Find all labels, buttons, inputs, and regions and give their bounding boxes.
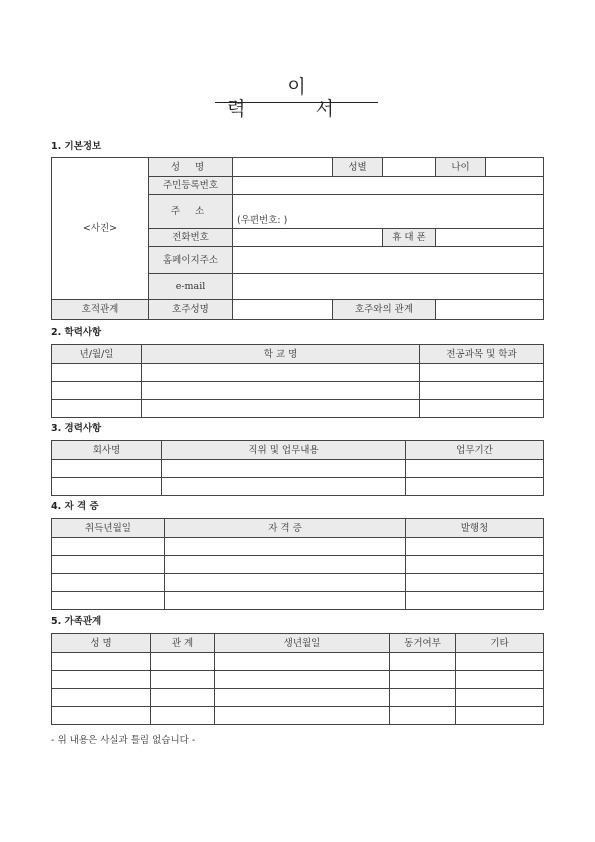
title-underline	[215, 102, 378, 103]
gender-field[interactable]	[383, 158, 436, 177]
table-row	[52, 592, 544, 610]
family-cell[interactable]	[151, 653, 215, 671]
career-cell[interactable]	[406, 460, 544, 478]
family-cell[interactable]	[52, 689, 151, 707]
head-name-label: 호주성명	[149, 300, 233, 320]
education-cell[interactable]	[52, 400, 142, 418]
license-cell[interactable]	[406, 574, 544, 592]
homepage-label: 홈페이지주소	[149, 247, 233, 274]
address-label: 주 소	[149, 195, 233, 229]
license-cell[interactable]	[406, 592, 544, 610]
name-field[interactable]	[233, 158, 333, 177]
family-cell[interactable]	[456, 707, 544, 725]
table-row	[52, 364, 544, 382]
license-table	[51, 518, 544, 610]
family-cell[interactable]	[456, 671, 544, 689]
license-cell[interactable]	[165, 574, 406, 592]
confirmation-statement: - 위 내용은 사실과 틀림 없습니다 -	[51, 735, 196, 746]
career-table	[51, 440, 544, 496]
family-cell[interactable]	[215, 707, 390, 725]
rrn-field[interactable]	[233, 177, 544, 195]
postal-code-label: (우편번호: )	[237, 215, 288, 226]
family-cell[interactable]	[390, 707, 456, 725]
basic-info-table	[51, 157, 544, 320]
photo-placeholder: <사진>	[82, 223, 118, 234]
career-cell[interactable]	[52, 478, 162, 496]
table-row	[52, 707, 544, 725]
education-cell[interactable]	[142, 382, 420, 400]
photo-box[interactable]	[52, 158, 149, 300]
table-row	[52, 538, 544, 556]
education-cell[interactable]	[420, 382, 544, 400]
section-heading-family: 5. 가족관계	[51, 616, 102, 627]
family-cell[interactable]	[52, 671, 151, 689]
family-cell[interactable]	[151, 671, 215, 689]
phone-field[interactable]	[233, 229, 383, 247]
family-header-cohabit: 동거여부	[390, 634, 456, 653]
family-cell[interactable]	[52, 653, 151, 671]
career-header-position: 직위 및 업무내용	[162, 441, 406, 460]
table-row	[52, 653, 544, 671]
license-header-date: 취득년월일	[52, 519, 165, 538]
document-title: 이 력 서	[227, 76, 366, 120]
mobile-field[interactable]	[436, 229, 544, 247]
family-cell[interactable]	[151, 689, 215, 707]
section-heading-career: 3. 경력사항	[51, 423, 102, 434]
license-cell[interactable]	[52, 556, 165, 574]
family-cell[interactable]	[390, 671, 456, 689]
education-header-school: 학 교 명	[142, 345, 420, 364]
head-name-field[interactable]	[233, 300, 333, 320]
email-label: e-mail	[149, 274, 233, 300]
license-cell[interactable]	[406, 538, 544, 556]
gender-label: 성별	[333, 158, 383, 177]
license-header-name: 자 격 증	[165, 519, 406, 538]
name-label: 성 명	[149, 158, 233, 177]
family-cell[interactable]	[456, 653, 544, 671]
license-cell[interactable]	[165, 538, 406, 556]
section-heading-education: 2. 학력사항	[51, 327, 102, 338]
license-cell[interactable]	[165, 592, 406, 610]
rrn-label: 주민등록번호	[149, 177, 233, 195]
table-row	[52, 478, 544, 496]
education-header-date: 년/월/일	[52, 345, 142, 364]
age-field[interactable]	[486, 158, 544, 177]
head-relation-label: 호적관계	[52, 300, 149, 320]
career-cell[interactable]	[162, 478, 406, 496]
education-table	[51, 344, 544, 418]
section-heading-basic: 1. 기본정보	[51, 141, 102, 152]
table-row	[52, 400, 544, 418]
family-table	[51, 633, 544, 725]
license-cell[interactable]	[406, 556, 544, 574]
license-header-issuer: 발행청	[406, 519, 544, 538]
education-header-major: 전공과목 및 학과	[420, 345, 544, 364]
family-cell[interactable]	[456, 689, 544, 707]
family-cell[interactable]	[151, 707, 215, 725]
education-cell[interactable]	[420, 400, 544, 418]
table-row	[52, 382, 544, 400]
family-cell[interactable]	[52, 707, 151, 725]
phone-label: 전화번호	[149, 229, 233, 247]
table-row	[52, 671, 544, 689]
career-cell[interactable]	[406, 478, 544, 496]
family-cell[interactable]	[215, 689, 390, 707]
education-cell[interactable]	[52, 364, 142, 382]
career-cell[interactable]	[162, 460, 406, 478]
table-row	[52, 574, 544, 592]
table-row	[52, 689, 544, 707]
relation-with-head-field[interactable]	[436, 300, 544, 320]
education-cell[interactable]	[142, 400, 420, 418]
career-cell[interactable]	[52, 460, 162, 478]
family-cell[interactable]	[215, 671, 390, 689]
license-cell[interactable]	[165, 556, 406, 574]
table-row	[52, 460, 544, 478]
family-cell[interactable]	[390, 689, 456, 707]
family-cell[interactable]	[390, 653, 456, 671]
email-field[interactable]	[233, 274, 544, 300]
education-cell[interactable]	[420, 364, 544, 382]
education-cell[interactable]	[142, 364, 420, 382]
family-cell[interactable]	[215, 653, 390, 671]
education-cell[interactable]	[52, 382, 142, 400]
family-header-birthdate: 생년월일	[215, 634, 390, 653]
family-header-name: 성 명	[52, 634, 151, 653]
family-header-relation: 관 계	[151, 634, 215, 653]
section-heading-license: 4. 자 격 증	[51, 501, 99, 512]
career-header-company: 회사명	[52, 441, 162, 460]
career-header-period: 업무기간	[406, 441, 544, 460]
license-cell[interactable]	[52, 574, 165, 592]
table-row	[52, 556, 544, 574]
age-label: 나이	[436, 158, 486, 177]
license-cell[interactable]	[52, 538, 165, 556]
license-cell[interactable]	[52, 592, 165, 610]
mobile-label: 휴 대 폰	[383, 229, 436, 247]
relation-with-head-label: 호주와의 관계	[333, 300, 436, 320]
family-header-etc: 기타	[456, 634, 544, 653]
homepage-field[interactable]	[233, 247, 544, 274]
address-field[interactable]	[233, 195, 544, 229]
